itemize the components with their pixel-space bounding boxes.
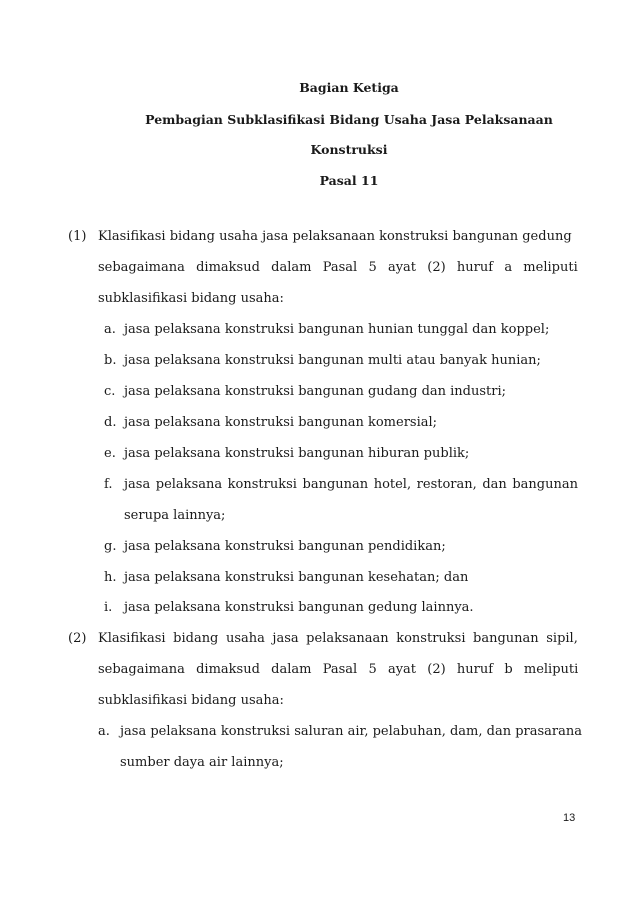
list-marker-g: g. (104, 539, 117, 554)
paragraph-2-number: (2) (68, 631, 87, 646)
list-item-e: jasa pelaksana konstruksi bangunan hiburan publik; (124, 446, 470, 461)
paragraph-2-line-1: Klasifikasi bidang usaha jasa pelaksanaan konstruksi bangunan sipil, (98, 631, 578, 646)
list-item-2a-line-1: jasa pelaksana konstruksi saluran air, pelabuhan, dam, dan prasarana (120, 724, 583, 739)
article-heading: Pasal 11 (319, 173, 379, 188)
list-marker-e: e. (104, 446, 116, 461)
list-item-f-line-2: serupa lainnya; (124, 508, 226, 523)
list-item-f-line-1: jasa pelaksana konstruksi bangunan hotel, restoran, dan bangunan (124, 477, 578, 492)
paragraph-2-line-2: sebagaimana dimaksud dalam Pasal 5 ayat (2) huruf b meliputi (98, 662, 579, 677)
list-marker-i: i. (104, 600, 113, 615)
list-item-c: jasa pelaksana konstruksi bangunan gudang dan industri; (124, 384, 507, 399)
list-marker-2a: a. (98, 724, 110, 739)
list-marker-h: h. (104, 570, 117, 585)
list-item-a: jasa pelaksana konstruksi bangunan hunian tunggal dan koppel; (124, 322, 550, 337)
section-title-line-2: Konstruksi (310, 142, 388, 157)
paragraph-2-line-3: subklasifikasi bidang usaha: (98, 693, 284, 708)
paragraph-1-line-3: subklasifikasi bidang usaha: (98, 291, 284, 306)
list-marker-d: d. (104, 415, 117, 430)
list-item-2a-line-2: sumber daya air lainnya; (120, 755, 284, 770)
section-part-heading: Bagian Ketiga (299, 80, 399, 95)
page-number: 13 (563, 812, 576, 824)
list-marker-b: b. (104, 353, 117, 368)
list-item-h: jasa pelaksana konstruksi bangunan kesehatan; dan (124, 570, 469, 585)
list-item-d: jasa pelaksana konstruksi bangunan komersial; (124, 415, 438, 430)
list-marker-f: f. (104, 477, 113, 492)
paragraph-1-number: (1) (68, 229, 87, 244)
list-marker-a: a. (104, 322, 116, 337)
list-item-g: jasa pelaksana konstruksi bangunan pendidikan; (124, 539, 446, 554)
section-title-line-1: Pembagian Subklasifikasi Bidang Usaha Jasa Pelaksanaan (145, 112, 553, 127)
paragraph-1-line-2: sebagaimana dimaksud dalam Pasal 5 ayat (2) huruf a meliputi (98, 260, 578, 275)
list-item-i: jasa pelaksana konstruksi bangunan gedung lainnya. (124, 600, 474, 615)
list-marker-c: c. (104, 384, 116, 399)
list-item-b: jasa pelaksana konstruksi bangunan multi atau banyak hunian; (124, 353, 541, 368)
paragraph-1-line-1: Klasifikasi bidang usaha jasa pelaksanaan konstruksi bangunan gedung (98, 229, 572, 244)
